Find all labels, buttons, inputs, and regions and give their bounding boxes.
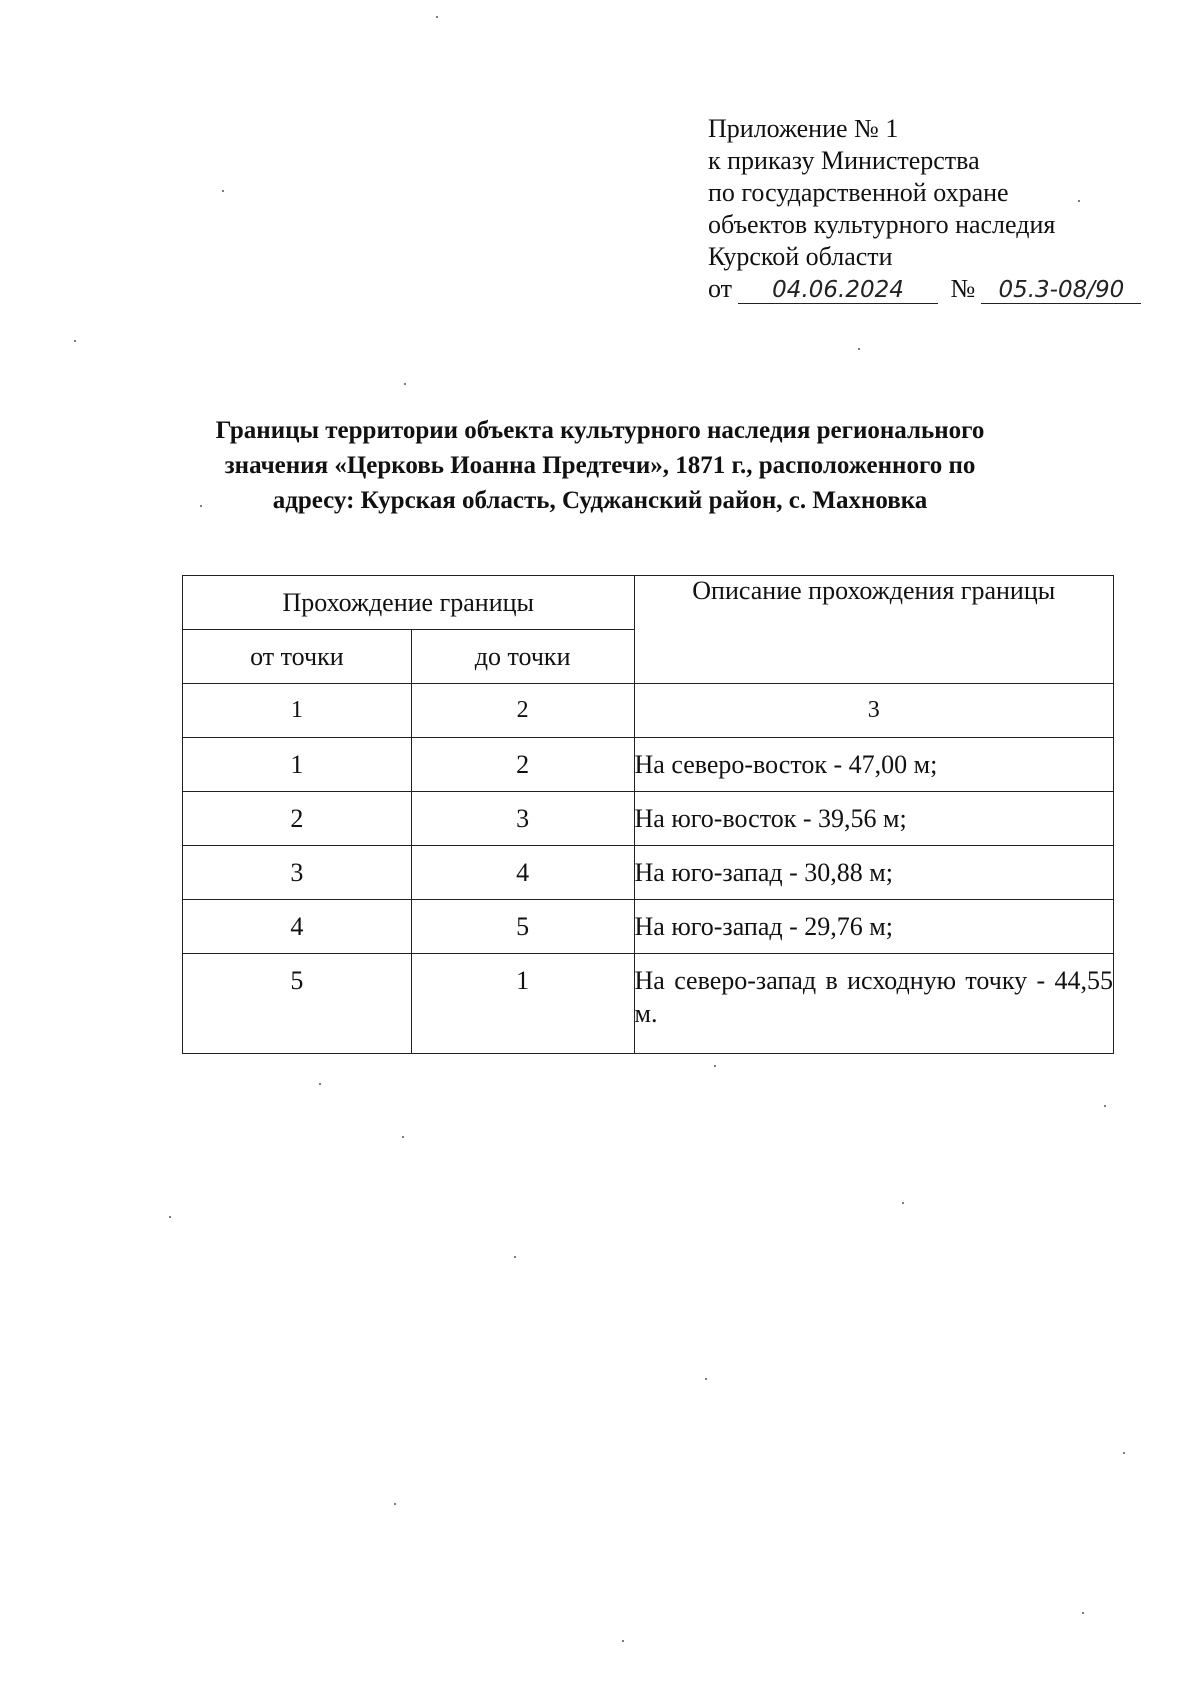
scan-speck [714, 1065, 716, 1067]
scan-speck [404, 383, 406, 385]
handwritten-date: 04.06.2024 [738, 277, 938, 304]
scan-speck [1123, 1452, 1125, 1454]
boundary-description: На юго-запад - 29,76 м; [634, 900, 1113, 954]
scan-speck [200, 505, 202, 507]
numbering-row [183, 684, 1114, 738]
scan-speck [622, 1640, 624, 1642]
boundary-description: На юго-запад - 30,88 м; [634, 846, 1113, 900]
scan-speck [858, 348, 860, 350]
scan-speck [705, 1378, 707, 1380]
boundary-description: На северо-восток - 47,00 м; [634, 738, 1113, 792]
header-from: от точки [183, 630, 412, 684]
scan-speck [74, 340, 76, 342]
scan-speck [394, 1503, 396, 1505]
appendix-line: по государственной охране [708, 178, 1009, 207]
table-row [183, 792, 1114, 846]
to-point: 4 [411, 846, 634, 900]
from-point: 3 [183, 846, 412, 900]
header-to: до точки [411, 630, 634, 684]
title-line: Границы территории объекта культурного наследия регионального [215, 417, 985, 444]
scan-speck [402, 1136, 404, 1138]
to-point: 1 [411, 954, 634, 1054]
table-row [183, 738, 1114, 792]
date-prefix: от [708, 274, 733, 303]
scan-speck [514, 1256, 516, 1258]
from-point: 4 [183, 900, 412, 954]
from-point: 5 [183, 954, 412, 1054]
appendix-date-line [708, 273, 1141, 305]
from-point: 1 [183, 738, 412, 792]
to-point: 2 [411, 738, 634, 792]
scan-speck [902, 1202, 904, 1204]
boundary-description: На юго-восток - 39,56 м; [634, 792, 1113, 846]
appendix-line: объектов культурного наследия [708, 210, 1056, 239]
handwritten-number: 05.3-08/90 [981, 277, 1141, 304]
scan-speck [436, 16, 438, 18]
title-line: значения «Церковь Иоанна Предтечи», 1871 г., расположенного по [224, 452, 976, 479]
column-number: 1 [183, 684, 412, 738]
table-row [183, 954, 1114, 1054]
title-line: адресу: Курская область, Суджанский район, с. Махновка [272, 487, 928, 514]
to-point: 5 [411, 900, 634, 954]
appendix-block [708, 113, 1141, 305]
table-row [183, 846, 1114, 900]
scan-speck [169, 1216, 171, 1218]
table-row [183, 900, 1114, 954]
from-point: 2 [183, 792, 412, 846]
scan-speck [1082, 1612, 1084, 1614]
scan-speck [1104, 1105, 1106, 1107]
boundary-description: На северо-запад в исходную точку - 44,55 м. [634, 954, 1113, 1054]
scan-speck [1078, 200, 1080, 202]
scan-speck [222, 190, 224, 192]
header-row [183, 576, 1114, 630]
boundary-table [182, 575, 1114, 1054]
to-point: 3 [411, 792, 634, 846]
scan-speck [319, 1083, 321, 1085]
appendix-line: к приказу Министерства [708, 146, 980, 175]
number-prefix: № [950, 274, 976, 303]
header-boundary: Прохождение границы [183, 576, 635, 630]
appendix-line: Курской области [708, 242, 893, 271]
document-title [180, 413, 1020, 518]
column-number: 3 [634, 684, 1113, 738]
column-number: 2 [411, 684, 634, 738]
header-description: Описание прохождения границы [634, 576, 1113, 684]
appendix-title: Приложение № 1 [708, 114, 899, 143]
